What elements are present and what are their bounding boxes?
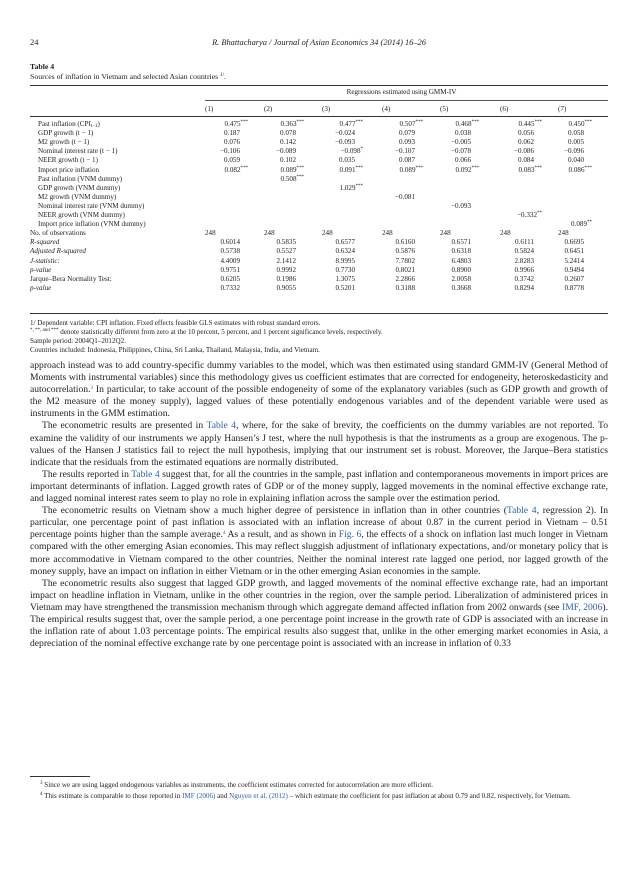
table-note-4: Countries included: Indonesia, Philippines, China, Sri Lanka, Thailand, Malaysia, India, and Vietnam. <box>30 346 320 354</box>
table-cell: 0.8778 <box>564 283 584 292</box>
table-title: Sources of inflation in Vietnam and selected Asian countries $^{1/}$. <box>30 72 226 81</box>
table-cell: 0.6160 <box>395 238 415 247</box>
table-cell: −0.089 <box>276 147 296 156</box>
row-label: GDP growth (t − 1) <box>38 129 94 138</box>
table-cell: 0.3742 <box>514 274 534 283</box>
table-4-link[interactable]: Table 4 <box>506 505 537 517</box>
table-cell: 0.450*** <box>568 120 592 128</box>
table-cell: 0.2607 <box>564 274 584 283</box>
column-header: (7) <box>558 105 567 113</box>
nguyen-2012-link[interactable]: Nguyen et al. (2012) <box>229 792 288 800</box>
paragraph-1: approach instead was to add country-specific dummy variables to the model, which was then estimated using standard GMM-IV (General Method of Moments with instrumental variables) since this methodology gives us coefficient estimates that are corrected for endogeneity, heteroskedasticity and autocorrelation.$^3$ In particular, to take account of the possible endogeneity of some of the explanatory variables (such as GDP growth and growth of the M2 measure of the money supply), lagged values of these potentially endogenous variables and of the dependent variable were used as instruments in the GMM estimation. <box>30 360 608 420</box>
table-cell: 0.091*** <box>339 165 363 174</box>
table-spanner: Regressions estimated using GMM-IV <box>346 88 457 96</box>
table-cell: 0.5201 <box>335 283 355 292</box>
table-cell: 0.058 <box>568 129 584 138</box>
column-header: (6) <box>500 105 509 113</box>
paragraph-4: The econometric results on Vietnam show a much higher degree of persistence in inflation than in other countries (Table 4, regression 2). In particular, one percentage point of past inflation is associated with an inflation increase of about 0.87 in the current period in Vietnam – 0.51 percentage points higher than the sample average.$^4$ As a result, and as shown in Fig. 6, the effects of a shock on inflation last much longer in Vietnam compared with the other emerging Asian economies. This may reflect sluggish adjustment of inflationary expectations, and/or monetary policy that is more accommodative in Vietnam compared to the other countries. Neither the nominal interest rate lagged one period, nor lagged growth of the money supply, have an impact on inflation in either Vietnam or in the other emerging Asian economies in the sample. <box>30 505 608 577</box>
table-cell: 0.3668 <box>451 283 471 292</box>
table-cell: 0.507*** <box>399 120 423 128</box>
row-label: p-value <box>30 283 52 292</box>
footnote-3: $^3$ Since we are using lagged endogenous variables as instruments, the coefficient estimates corrected for autocorrelation are more efficient. <box>40 781 434 789</box>
table-cell: 0.6571 <box>451 238 471 247</box>
imf-2006-link[interactable]: IMF, 2006 <box>562 601 603 613</box>
table-cell: 0.035 <box>339 156 355 165</box>
table-cell: −0.107 <box>395 147 415 156</box>
column-header: (5) <box>440 105 449 113</box>
table-cell: −0.096 <box>564 147 584 156</box>
table-4-link[interactable]: Table 4 <box>206 420 237 432</box>
table-cell: 2.1412 <box>276 256 296 265</box>
table-cell: 248 <box>500 229 511 238</box>
table-note-1: 1/ Dependent variable: CPI inflation. Fixed effects feasible GLS estimates with robust standard errors. <box>30 319 321 327</box>
row-label: No. of observations <box>30 229 86 238</box>
table-cell: 8.9995 <box>335 256 355 265</box>
row-label: Past inflation (VNM dummy) <box>38 174 123 183</box>
row-label: Jarque–Bera Normality Test: <box>30 274 112 283</box>
table-cell: −0.093 <box>451 201 471 210</box>
table-cell: −0.098* <box>340 147 363 156</box>
row-label: NEER growth (t − 1) <box>38 156 98 165</box>
table-cell: 2.8283 <box>514 256 534 265</box>
table-label: Table 4 <box>30 62 55 71</box>
table-cell: 0.3188 <box>395 283 415 292</box>
table-cell: 0.066 <box>455 156 471 165</box>
table-cell: 0.089*** <box>280 165 304 174</box>
table-cell: 0.477*** <box>339 120 363 128</box>
table-cell: 0.6451 <box>564 247 584 256</box>
row-label: J-statistic: <box>30 256 60 265</box>
table-cell: 0.468*** <box>455 120 479 128</box>
table-cell: 0.7730 <box>335 265 355 274</box>
row-label: M2 growth (VNM dummy) <box>38 192 117 201</box>
table-cell: 5.2414 <box>564 256 584 265</box>
table-cell: 0.102 <box>280 156 296 165</box>
body-text <box>30 360 608 650</box>
table-cell: 0.6324 <box>335 247 355 256</box>
table-cell: 0.040 <box>568 156 584 165</box>
table-cell: 0.6205 <box>220 274 240 283</box>
table-cell: 0.6577 <box>335 238 355 247</box>
table-cell: 0.086*** <box>568 165 592 174</box>
table-cell: −0.005 <box>451 138 471 147</box>
table-cell: 0.445*** <box>518 120 542 128</box>
table-cell: 0.142 <box>280 138 296 147</box>
table-cell: 0.092*** <box>455 165 479 174</box>
table-cell: −0.078 <box>451 147 471 156</box>
table-cell: 0.087 <box>399 156 415 165</box>
table-cell: 0.059 <box>224 156 240 165</box>
table-cell: 0.187 <box>224 129 240 138</box>
table-cell: 2.0058 <box>451 274 471 283</box>
table-cell: 7.7802 <box>395 256 415 265</box>
table-cell: 0.076 <box>224 138 240 147</box>
table-cell: 0.6014 <box>220 238 240 247</box>
table-cell: −0.106 <box>220 147 240 156</box>
figure-6-link[interactable]: Fig. 6 <box>338 529 362 541</box>
table-cell: 248 <box>322 229 333 238</box>
table-cell: 0.9751 <box>220 265 240 274</box>
footnote-ref-3[interactable]: 3 <box>90 386 93 392</box>
table-cell: 0.9494 <box>564 265 584 274</box>
table-cell: −0.024 <box>335 129 355 138</box>
imf-2006-link[interactable]: IMF (2006) <box>182 792 216 800</box>
table-cell: 248 <box>440 229 451 238</box>
table-cell: −0.093 <box>335 138 355 147</box>
table-cell: 248 <box>382 229 393 238</box>
table-cell: −0.332** <box>517 211 542 219</box>
paragraph-2: The econometric results are presented in Table 4, where, for the sake of brevity, the coefficients on the dummy variables are not reported. To examine the validity of our instruments we apply Hansen’s J test, where the null hypothesis is that the instruments as a group are exogenous. The p-values of the Hansen J statistics fail to reject the null hypothesis, implying that our instrument set is robust. Moreover, the Jarque–Bera statistics indicate that the residuals from the estimated equations are normally distributed. <box>30 420 608 468</box>
row-label: Nominal interest rate (t − 1) <box>38 147 118 156</box>
table-cell: 4.4009 <box>220 256 240 265</box>
table-cell: 248 <box>558 229 569 238</box>
table-note-3: Sample period: 2004Q1–2012Q2. <box>30 337 126 345</box>
table-bottom-rule <box>30 313 608 314</box>
table-cell: 0.5876 <box>395 247 415 256</box>
table-cell: 0.475*** <box>224 120 248 128</box>
footnote-ref-4[interactable]: 4 <box>222 531 226 537</box>
table-cell: 0.082*** <box>224 165 248 174</box>
paragraph-5: The econometric results also suggest that lagged GDP growth, and lagged movements of the nominal effective exchange rate, had an important impact on headline inflation in Vietnam, unlike in the other countries in the region, over the sample period. Liberalization of administered prices in Vietnam may have strengthened the transmission mechanism through which aggregate demand affected inflation from 2002 onwards (see IMF, 2006). The empirical results suggest that, over the sample period, a one percentage point increase in the growth rate of GDP is associated with an increase in the inflation rate of about 1.03 percentage points. The empirical results also suggest that, unlike in the other emerging market economies in Asia, a depreciation of the nominal effective exchange rate by one percentage point is associated with an increase in inflation of 0.33 <box>30 577 608 650</box>
table-cell: 0.056 <box>518 129 534 138</box>
table-cell: 0.089** <box>571 220 592 229</box>
table-cell: 0.5835 <box>276 238 296 247</box>
table-cell: 0.078 <box>280 129 296 138</box>
table-cell: 0.1986 <box>276 274 296 283</box>
table-cell: 0.8900 <box>451 265 471 274</box>
table-cell: 0.5527 <box>276 247 296 256</box>
column-header: (1) <box>205 105 214 113</box>
table-caption <box>30 62 226 82</box>
table-cell: 0.7332 <box>220 283 240 292</box>
header-bottom-rule <box>30 116 608 117</box>
table-cell: 0.038 <box>455 129 471 138</box>
table-cell: 0.005 <box>568 138 584 147</box>
table-cell: 0.9992 <box>276 265 296 274</box>
column-header: (3) <box>322 105 331 113</box>
table-cell: 6.4803 <box>451 256 471 265</box>
table-cell: −0.086 <box>514 147 534 156</box>
table-cell: 0.093 <box>399 138 415 147</box>
row-label: GDP growth (VNM dummy) <box>38 183 121 192</box>
table-cell: −0.081 <box>395 192 415 201</box>
table-cell: 0.9966 <box>514 265 534 274</box>
table-cell: 0.6695 <box>564 238 584 247</box>
table-cell: 0.062 <box>518 138 534 147</box>
column-header: (4) <box>382 105 391 113</box>
row-label: Nominal interest rate (VNM dummy) <box>38 201 145 210</box>
table-top-rule <box>30 85 608 86</box>
table-cell: 0.508*** <box>280 174 304 183</box>
table-cell: 248 <box>264 229 275 238</box>
row-label: Past inflation $(CPI_{t-1})$ <box>38 120 100 129</box>
footnote-4: $^4$ This estimate is comparable to those reported in IMF (2006) and Nguyen et al. (2012) – which estimate the coefficient for past inflation at about 0.79 and 0.82, respectively, for Vietnam. <box>40 792 571 800</box>
row-label: Adjusted R-squared <box>30 247 86 256</box>
row-label: Import price inflation (VNM dummy) <box>38 220 146 229</box>
table-cell: 0.5738 <box>220 247 240 256</box>
table-cell: 0.8294 <box>514 283 534 292</box>
table-cell: 1.3075 <box>335 274 355 283</box>
table-cell: 248 <box>205 229 216 238</box>
row-label: M2 growth (t − 1) <box>38 138 90 147</box>
table-cell: 1.029*** <box>339 183 363 192</box>
table-cell: 0.363*** <box>280 120 304 128</box>
table-cell: 0.6111 <box>515 238 534 247</box>
running-head <box>30 38 608 50</box>
table-note-2: $^{*, **, and ***}$ denote statistically different from zero at the 10 percent, 5 percent, and 1 percent significance levels, respectively. <box>30 328 383 336</box>
row-label: NEER growth (VNM dummy) <box>38 211 125 219</box>
table-cell: 0.084 <box>518 156 534 165</box>
table-cell: 2.2866 <box>395 274 415 283</box>
paragraph-3: The results reported in Table 4 suggest that, for all the countries in the sample, past inflation and contemporaneous movements in import prices are important determinants of inflation. Lagged growth rates of GDP or of the money supply, lagged movements in the nominal effective exchange rate, and lagged nominal interest rates seem to play no role in explaining inflation across the sample over the estimation period. <box>30 468 608 505</box>
footnote-rule <box>30 776 90 777</box>
table-cell: 0.5824 <box>514 247 534 256</box>
table-cell: 0.089*** <box>399 165 423 174</box>
row-label: Import price inflation <box>38 165 100 174</box>
table-cell: 0.9055 <box>276 283 296 292</box>
spanner-rule <box>205 100 608 101</box>
table-cell: 0.083*** <box>518 165 542 174</box>
row-label: R-squared <box>30 238 60 247</box>
table-4-link[interactable]: Table 4 <box>131 468 160 480</box>
row-label: p-value <box>30 265 52 274</box>
column-header: (2) <box>264 105 273 113</box>
table-cell: 0.6318 <box>451 247 471 256</box>
table-cell: 0.8021 <box>395 265 415 274</box>
table-cell: 0.079 <box>399 129 415 138</box>
journal-citation: R. Bhattacharya / Journal of Asian Economics 34 (2014) 16–26 <box>212 38 426 47</box>
page-number: 24 <box>30 38 39 47</box>
